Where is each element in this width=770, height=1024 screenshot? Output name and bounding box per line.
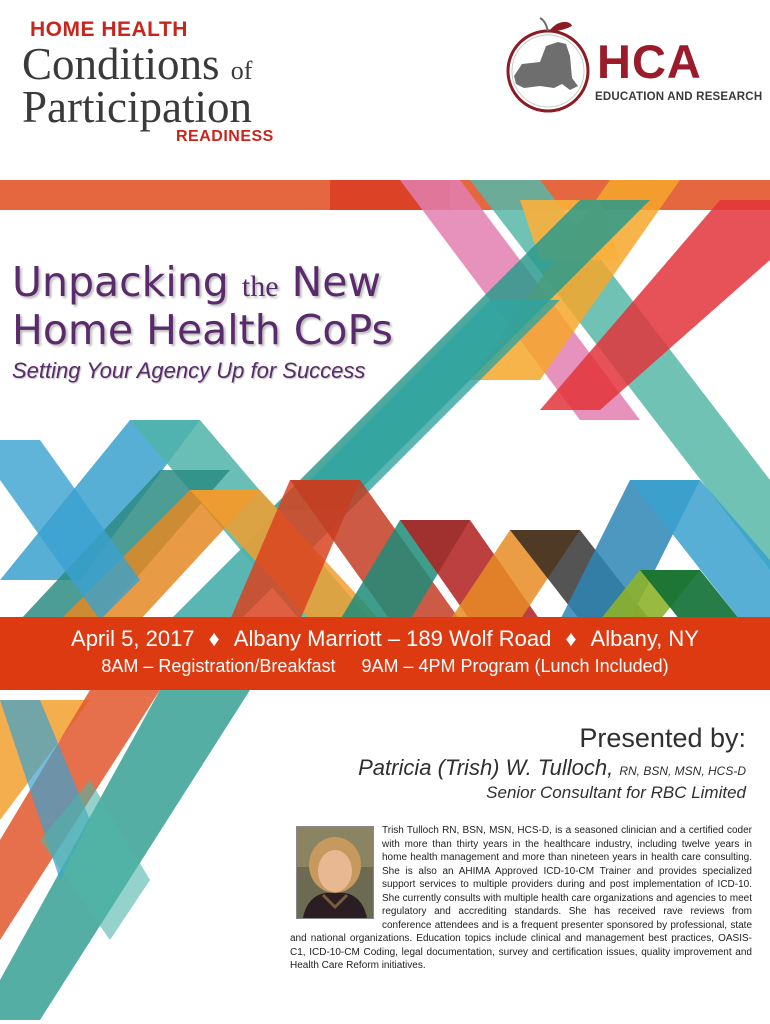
title-the: the	[241, 270, 279, 303]
conditions-word: Conditions	[22, 39, 220, 89]
diamond-icon: ♦	[565, 626, 577, 651]
presenter-bio: Trish Tulloch RN, BSN, MSN, HCS-D, is a seasoned clinician and a certified coder with more than thirty years in the healthcare industry, including twelve years in home health management and more than nineteen years in health care consulting. She is also an AHIMA Approved ICD-10-CM Trainer and provides specialized support services to multiple providers during and post implementation of ICD-10. She currently consults with multiple health care organizations and agencies to meet regulatory and accrediting standards. She has received rave reviews from conference attendees and is a frequent presenter sponsored by professional, state and national organizations. Education topics include clinical and management best practices, OASIS-C1, ICD-10-CM Coding, legal documentation, survey and certification issues, quality improvement and Health Care Reform initiatives.	[290, 825, 752, 971]
registration-time: 8AM – Registration/Breakfast	[101, 656, 336, 676]
logo-tagline: EDUCATION AND RESEARCH	[595, 91, 763, 103]
title-word-1: Unpacking	[12, 258, 229, 306]
event-venue: Albany Marriott – 189 Wolf Road	[233, 626, 552, 651]
presenter-name: Patricia (Trish) W. Tulloch,	[358, 755, 614, 780]
title-line-1	[12, 258, 382, 306]
of-word: of	[230, 56, 253, 85]
logo-name: HCA	[597, 35, 702, 88]
event-details	[0, 626, 770, 652]
presenter-role: Senior Consultant for RBC Limited	[486, 783, 746, 802]
readiness-label: READINESS	[176, 128, 274, 145]
conditions-heading	[22, 39, 253, 89]
title-line-2: Home Health CoPs	[12, 306, 393, 354]
event-date: April 5, 2017	[71, 626, 195, 651]
diamond-icon: ♦	[208, 626, 220, 651]
subtitle: Setting Your Agency Up for Success	[12, 358, 366, 383]
program-time: 9AM – 4PM Program (Lunch Included)	[361, 656, 669, 676]
title-word-2: New	[291, 258, 382, 306]
presenter-name-line	[358, 755, 746, 781]
event-city: Albany, NY	[590, 626, 699, 651]
participation-heading: Participation	[22, 82, 252, 132]
presenter-photo	[296, 826, 374, 919]
home-health-label: HOME HEALTH	[30, 18, 188, 41]
presented-by-label: Presented by:	[579, 723, 746, 753]
event-schedule	[0, 656, 770, 677]
presenter-credentials: RN, BSN, MSN, HCS-D	[619, 764, 746, 778]
